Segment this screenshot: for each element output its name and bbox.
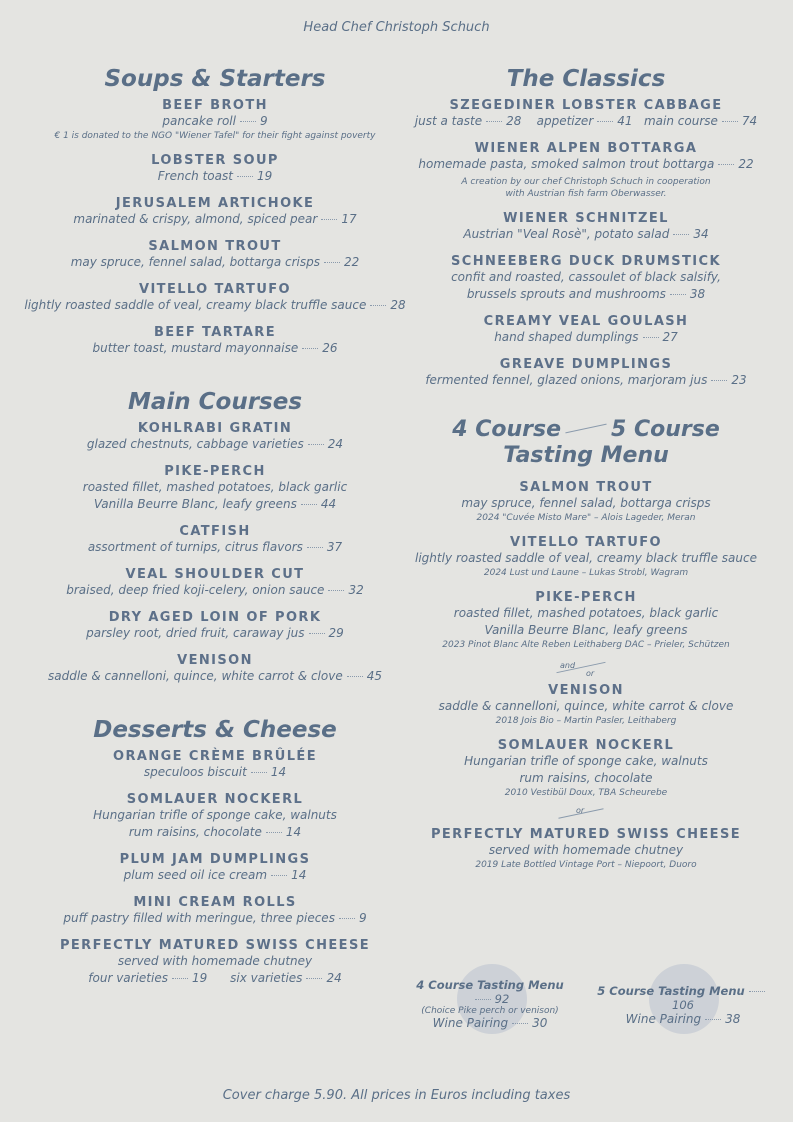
item-desc: glazed chestnuts, cabbage varieties bbox=[86, 437, 304, 451]
item-price: 74 bbox=[741, 114, 758, 128]
tasting-item bbox=[400, 480, 772, 524]
menu4-label: 4 Course Tasting Menu bbox=[416, 978, 564, 992]
item-desc: brussels sprouts and mushrooms bbox=[466, 287, 666, 301]
menu-item bbox=[20, 567, 410, 599]
item-name: ORANGE CRÈME BRÛLÉE bbox=[113, 749, 317, 764]
item-name: BEEF TARTARE bbox=[153, 325, 277, 340]
item-price: 19 bbox=[256, 169, 273, 183]
menu4-sub: (Choice Pike perch or venison) bbox=[421, 1006, 559, 1016]
menu-item bbox=[20, 464, 410, 513]
item-price: 14 bbox=[291, 868, 307, 882]
or-separator bbox=[556, 807, 616, 823]
menu-item bbox=[20, 792, 410, 841]
item-price: 23 bbox=[731, 373, 747, 387]
item-price: 17 bbox=[341, 212, 357, 226]
item-name: VEAL SHOULDER CUT bbox=[125, 567, 305, 582]
right-column bbox=[400, 66, 772, 871]
item-desc: saddle & cannelloni, quince, white carrot & clove bbox=[438, 699, 734, 713]
item-price: 9 bbox=[358, 911, 367, 925]
item-price: 41 bbox=[617, 114, 633, 128]
item-desc: plum seed oil ice cream bbox=[123, 868, 268, 882]
item-price: 22 bbox=[344, 255, 360, 269]
item-name: DRY AGED LOIN OF PORK bbox=[108, 610, 322, 625]
item-desc: puff pastry filled with meringue, three pieces bbox=[63, 911, 335, 925]
menu-item bbox=[20, 282, 410, 314]
item-name: BEEF BROTH bbox=[162, 98, 268, 113]
item-price: 14 bbox=[285, 825, 302, 839]
tasting-title-5: 5 Course bbox=[611, 417, 720, 442]
item-desc: hand shaped dumplings bbox=[494, 330, 639, 344]
item-name: KOHLRABI GRATIN bbox=[137, 421, 293, 436]
section-title-soups: Soups & Starters bbox=[104, 66, 326, 92]
section-title-desserts: Desserts & Cheese bbox=[93, 717, 337, 743]
item-desc: braised, deep fried koji-celery, onion sauce bbox=[66, 583, 325, 597]
wine-pairing-note: 2010 Vestibül Doux, TBA Scheurebe bbox=[504, 788, 668, 798]
item-price: 29 bbox=[328, 626, 344, 640]
item-desc: Vanilla Beurre Blanc, leafy greens bbox=[484, 623, 688, 637]
menu-item bbox=[20, 852, 410, 884]
menu-item bbox=[400, 211, 772, 243]
menu-item bbox=[20, 98, 410, 142]
item-desc-line: served with homemade chutney bbox=[117, 954, 313, 968]
tasting-menu-title bbox=[400, 417, 772, 469]
item-price: 38 bbox=[689, 287, 706, 301]
menu-item bbox=[20, 153, 410, 185]
item-desc-line: Hungarian trifle of sponge cake, walnuts bbox=[464, 754, 708, 768]
menu4-wine-price: 30 bbox=[532, 1016, 548, 1030]
item-name: JERUSALEM ARTICHOKE bbox=[115, 196, 315, 211]
item-price: 27 bbox=[662, 330, 678, 344]
item-name: MINI CREAM ROLLS bbox=[133, 895, 297, 910]
tasting-title-4: 4 Course bbox=[452, 417, 561, 442]
wine-pairing-note: 2019 Late Bottled Vintage Port – Niepoort, Duoro bbox=[475, 860, 697, 870]
item-option: appetizer bbox=[536, 114, 594, 128]
item-price: 9 bbox=[259, 114, 268, 128]
menu4-price: 92 bbox=[494, 992, 510, 1006]
item-option: six varieties bbox=[230, 971, 303, 985]
item-desc: homemade pasta, smoked salmon trout bottarga bbox=[418, 157, 715, 171]
item-name: LOBSTER SOUP bbox=[151, 153, 279, 168]
section-title-mains: Main Courses bbox=[127, 389, 303, 415]
menu-item bbox=[400, 314, 772, 346]
wine-pairing-note: 2023 Pinot Blanc Alte Reben Leithaberg DAC – Prieler, Schützen bbox=[442, 640, 730, 650]
menu-item bbox=[20, 239, 410, 271]
item-name: VITELLO TARTUFO bbox=[138, 282, 292, 297]
item-price: 32 bbox=[348, 583, 364, 597]
sep-or: or bbox=[576, 806, 585, 815]
item-name: SOMLAUER NOCKERL bbox=[126, 792, 304, 807]
item-price: 19 bbox=[191, 971, 208, 985]
menu-item bbox=[20, 895, 410, 927]
sep-or: or bbox=[586, 669, 595, 678]
item-price: 26 bbox=[322, 341, 338, 355]
menu-item bbox=[20, 196, 410, 228]
item-desc: may spruce, fennel salad, bottarga crisps bbox=[461, 496, 711, 510]
menu-item bbox=[20, 749, 410, 781]
item-note: A creation by our chef Christoph Schuch in cooperation bbox=[461, 177, 711, 187]
item-price: 45 bbox=[366, 669, 382, 683]
item-name: VENISON bbox=[548, 683, 624, 698]
item-name: CREAMY VEAL GOULASH bbox=[483, 314, 689, 329]
item-name: PIKE-PERCH bbox=[535, 590, 637, 605]
item-price: 24 bbox=[326, 971, 342, 985]
tasting-item bbox=[400, 683, 772, 727]
item-price: 14 bbox=[270, 765, 287, 779]
menu-item bbox=[20, 421, 410, 453]
item-price: 34 bbox=[693, 227, 709, 241]
item-name: SCHNEEBERG DUCK DRUMSTICK bbox=[451, 254, 721, 269]
menu5-price: 106 bbox=[672, 998, 694, 1012]
item-name: VITELLO TARTUFO bbox=[509, 535, 663, 550]
item-name: WIENER ALPEN BOTTARGA bbox=[474, 141, 698, 156]
item-name: PIKE-PERCH bbox=[164, 464, 266, 479]
sep-and: and bbox=[560, 661, 576, 670]
menu5-wine-price: 38 bbox=[725, 1012, 741, 1026]
item-desc: rum raisins, chocolate bbox=[128, 825, 262, 839]
menu5-wine-label: Wine Pairing bbox=[625, 1012, 702, 1026]
item-desc: saddle & cannelloni, quince, white carrot & clove bbox=[48, 669, 343, 683]
menu-item bbox=[20, 938, 410, 987]
menu-item bbox=[20, 610, 410, 642]
menu-item bbox=[20, 325, 410, 357]
item-desc: fermented fennel, glazed onions, marjoram jus bbox=[425, 373, 708, 387]
tasting-price-badges bbox=[405, 968, 777, 1038]
item-desc: rum raisins, chocolate bbox=[519, 771, 653, 785]
item-desc: served with homemade chutney bbox=[488, 843, 684, 857]
section-title-classics: The Classics bbox=[506, 66, 666, 92]
wine-pairing-note: 2024 Lust und Laune – Lukas Strobl, Wagram bbox=[483, 568, 689, 578]
and-or-separator bbox=[556, 657, 616, 679]
item-name: GREAVE DUMPLINGS bbox=[499, 357, 673, 372]
item-price: 22 bbox=[738, 157, 754, 171]
tasting-title-menu: Tasting Menu bbox=[503, 443, 669, 468]
item-option: just a taste bbox=[414, 114, 483, 128]
badge-5-course bbox=[593, 968, 773, 1026]
item-desc-line: roasted fillet, mashed potatoes, black garlic bbox=[82, 480, 348, 494]
menu-item bbox=[20, 524, 410, 556]
item-desc: butter toast, mustard mayonnaise bbox=[92, 341, 299, 355]
item-name: PERFECTLY MATURED SWISS CHEESE bbox=[59, 938, 371, 953]
wine-pairing-note: 2024 "Cuvée Misto Mare" – Alois Lageder, Meran bbox=[476, 513, 696, 523]
menu-item bbox=[20, 653, 410, 685]
item-desc: French toast bbox=[157, 169, 233, 183]
tasting-item bbox=[400, 535, 772, 579]
item-name: SOMLAUER NOCKERL bbox=[497, 738, 675, 753]
item-price: 28 bbox=[506, 114, 522, 128]
item-desc: assortment of turnips, citrus flavors bbox=[87, 540, 303, 554]
item-desc: marinated & crispy, almond, spiced pear bbox=[73, 212, 318, 226]
tasting-item bbox=[400, 590, 772, 651]
item-option: four varieties bbox=[88, 971, 168, 985]
item-name: CATFISH bbox=[179, 524, 251, 539]
item-desc-line: Hungarian trifle of sponge cake, walnuts bbox=[93, 808, 337, 822]
left-column bbox=[20, 66, 410, 987]
item-note: with Austrian fish farm Oberwasser. bbox=[505, 189, 667, 199]
item-desc: lightly roasted saddle of veal, creamy black truffle sauce bbox=[415, 551, 757, 565]
item-price: 24 bbox=[327, 437, 344, 451]
wine-pairing-note: 2018 Jois Bio – Martin Pasler, Leithaberg bbox=[495, 716, 677, 726]
item-price: 28 bbox=[390, 298, 406, 312]
tasting-item bbox=[400, 738, 772, 799]
head-chef-line: Head Chef Christoph Schuch bbox=[303, 20, 490, 35]
item-name: WIENER SCHNITZEL bbox=[503, 211, 669, 226]
item-note: € 1 is donated to the NGO "Wiener Tafel" for their fight against poverty bbox=[54, 131, 376, 141]
footer-note: Cover charge 5.90. All prices in Euros including taxes bbox=[222, 1088, 571, 1103]
badge-4-course bbox=[405, 968, 575, 1030]
item-desc: Vanilla Beurre Blanc, leafy greens bbox=[93, 497, 297, 511]
item-desc: parsley root, dried fruit, caraway jus bbox=[86, 626, 305, 640]
item-name: SALMON TROUT bbox=[519, 480, 653, 495]
menu-item bbox=[400, 98, 772, 130]
item-desc: may spruce, fennel salad, bottarga crisps bbox=[70, 255, 320, 269]
tasting-item bbox=[400, 827, 772, 871]
item-desc-line: confit and roasted, cassoulet of black salsify, bbox=[451, 270, 721, 284]
item-desc: lightly roasted saddle of veal, creamy black truffle sauce bbox=[24, 298, 367, 312]
item-name: PERFECTLY MATURED SWISS CHEESE bbox=[430, 827, 742, 842]
item-price: 44 bbox=[320, 497, 337, 511]
item-price: 37 bbox=[326, 540, 343, 554]
menu-item bbox=[400, 141, 772, 200]
item-desc: pancake roll bbox=[162, 114, 236, 128]
item-desc-line: roasted fillet, mashed potatoes, black garlic bbox=[453, 606, 719, 620]
menu-item bbox=[400, 254, 772, 303]
item-option: main course bbox=[643, 114, 718, 128]
item-desc: Austrian "Veal Rosè", potato salad bbox=[463, 227, 670, 241]
menu-item bbox=[400, 357, 772, 389]
item-name: PLUM JAM DUMPLINGS bbox=[119, 852, 311, 867]
menu5-label: 5 Course Tasting Menu bbox=[597, 984, 745, 998]
item-name: SZEGEDINER LOBSTER CABBAGE bbox=[449, 98, 723, 113]
menu4-wine-label: Wine Pairing bbox=[432, 1016, 509, 1030]
item-name: VENISON bbox=[177, 653, 253, 668]
item-name: SALMON TROUT bbox=[148, 239, 282, 254]
item-desc: speculoos biscuit bbox=[143, 765, 247, 779]
